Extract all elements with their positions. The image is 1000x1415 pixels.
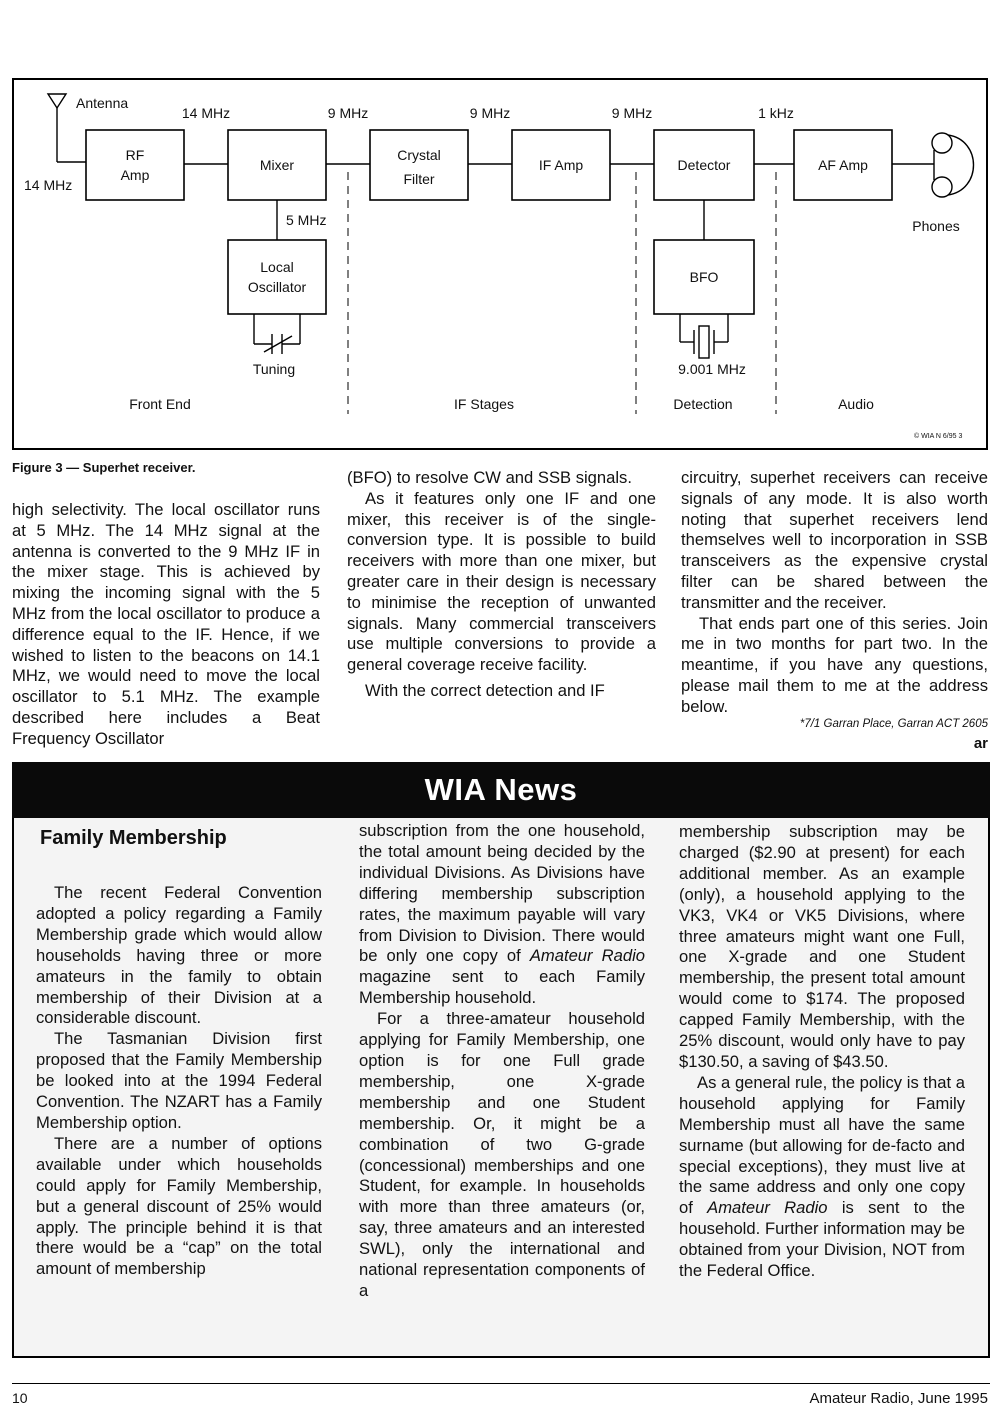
end-mark: ar — [973, 735, 988, 752]
bfo-freq-label: 9.001 MHz — [678, 361, 746, 377]
news-column-3 — [679, 822, 965, 1282]
rf-amp-block — [86, 130, 184, 200]
freq-label-9-b: 9 MHz — [469, 105, 511, 121]
freq-label-14-top: 14 MHz — [181, 105, 231, 121]
section-if-stages: IF Stages — [454, 396, 514, 412]
tuning-label: Tuning — [252, 361, 296, 377]
detector-label: Detector — [677, 157, 731, 173]
news-heading: Family Membership — [40, 827, 227, 849]
magazine-title: Amateur Radio — [529, 946, 645, 966]
news-paragraph: The Tasmanian Division first proposed that the Family Membership be looked into at the 1994 Federal Convention. The NZART has a Family Membership option. — [36, 1029, 322, 1132]
news-text: As a general rule, the policy is that a household applying for Family Membership must all have the same surname (but allowing for de-facto and special exceptions), they must live at the same address and only one copy of — [679, 1072, 965, 1218]
freq-label-14-left: 14 MHz — [24, 177, 73, 193]
publication-info: Amateur Radio, June 1995 — [809, 1390, 988, 1407]
phones-label: Phones — [912, 218, 960, 234]
article-column-3 — [681, 468, 988, 718]
article-paragraph: high selectivity. The local oscillator runs at 5 MHz. The 14 MHz signal at the antenna is converted to the 9 MHz IF in the mixer stage. This is achieved by mixing the incoming signal with the 5 MHz from the local oscillator to produce a difference equal to the IF. Hence, if we wished to listen to the beacons on 14.1 MHz, we would need to move the local oscillator to 5.1 MHz. The example described here includes a Beat Frequency Oscillator — [12, 500, 320, 748]
news-paragraph: For a three-amateur household applying for Family Membership, one option is for one Full grade membership, one X-grade membership and one Student membership. Or, it might be a combination of two G-grade (concessional) memberships and one Student, for example. In households with more than three amateurs (or, say, three amateurs and an interested SWL), only the international and national representation components of a — [359, 1009, 645, 1300]
block-diagram-svg — [14, 80, 990, 452]
section-audio: Audio — [838, 396, 874, 412]
footer-rule — [12, 1383, 990, 1384]
freq-label-1k: 1 kHz — [758, 105, 794, 121]
article-paragraph: circuitry, superhet receivers can receive signals of any mode. It is also worth noting that superhet receivers lend themselves well to incorporation in SSB transceivers as the expensive crystal filter can be shared between the transmitter and the receiver. — [681, 468, 988, 612]
crystal-filter-block — [370, 130, 468, 200]
news-paragraph: membership subscription may be charged ($2.90 at present) for each additional member. As an example (only), a household applying to the VK3, VK4 or VK5 Divisions, where three amateurs might want one Full, one X-grade and one Student membership, the present total amount would come to $174. The proposed capped Family Membership, with the 25% discount, would only have to pay $130.50, a saving of $43.50. — [679, 822, 965, 1071]
headphones-icon — [932, 133, 974, 197]
freq-label-5: 5 MHz — [286, 212, 327, 228]
article-column-1 — [12, 500, 320, 750]
article-column-2 — [347, 468, 656, 702]
news-paragraph: The recent Federal Convention adopted a policy regarding a Family Membership grade which would allow households having three or more amateurs in the family to obtain membership of their Division at a considerable discount. — [36, 883, 322, 1028]
page-number: 10 — [12, 1390, 28, 1406]
article-paragraph: As it features only one IF and one mixer, this receiver is of the single-conversion type. It is possible to build receivers with more than one mixer, but greater care in their design is necessary to minimise the reception of unwanted signals. Many commercial transceivers use multiple conversions to provide a general coverage receive facility. — [347, 488, 656, 675]
news-paragraph — [359, 821, 645, 1009]
superhet-receiver-diagram — [12, 78, 988, 450]
section-front-end: Front End — [129, 396, 191, 412]
author-address: *7/1 Garran Place, Garran ACT 2605 — [799, 718, 988, 730]
magazine-title: Amateur Radio — [707, 1198, 828, 1218]
crystal-label-1: Crystal — [397, 147, 441, 163]
bfo-label: BFO — [689, 269, 719, 285]
article-paragraph: That ends part one of this series. Join me in two months for part two. In the meantime, if you have any questions, please mail them to me at the address below. — [681, 613, 988, 716]
freq-label-9-c: 9 MHz — [611, 105, 653, 121]
copyright-mark: © WIA N 6/95 3 — [914, 433, 963, 440]
news-paragraph — [679, 1073, 965, 1282]
news-text: subscription from the one household, the total amount being decided by the individual Divisions. As Divisions have differing membership subscription rates, the maximum payable will vary from Division to Division. There would be only one copy of — [359, 821, 645, 966]
if-amp-label: IF Amp — [538, 157, 584, 173]
rf-amp-label-2: Amp — [120, 167, 150, 183]
crystal-icon — [680, 314, 728, 358]
tuning-capacitor-icon — [254, 314, 300, 354]
freq-label-9-a: 9 MHz — [327, 105, 369, 121]
af-amp-label: AF Amp — [818, 157, 868, 173]
lo-label-1: Local — [260, 259, 294, 275]
news-paragraph: There are a number of options available under which households could apply for Family Membership, but a general discount of 25% would apply. The principle behind it is that there would be a “cap” on the total amount of membership — [36, 1133, 322, 1279]
mixer-label: Mixer — [259, 157, 295, 173]
local-oscillator-block — [228, 240, 326, 314]
antenna-label: Antenna — [76, 95, 129, 111]
news-text: magazine sent to each Family Membership household. — [359, 967, 645, 1008]
news-column-2 — [359, 821, 645, 1302]
article-paragraph: With the correct detection and IF — [365, 680, 605, 700]
lo-label-2: Oscillator — [247, 279, 307, 295]
news-column-1 — [36, 883, 322, 1280]
section-detection: Detection — [673, 396, 733, 412]
rf-amp-label-1: RF — [125, 147, 145, 163]
figure-caption: Figure 3 — Superhet receiver. — [12, 460, 196, 475]
crystal-label-2: Filter — [403, 171, 435, 187]
article-paragraph: (BFO) to resolve CW and SSB signals. — [347, 468, 632, 487]
news-text: is sent to the household. Further information may be obtained from your Division, NOT from the Federal Office. — [679, 1198, 965, 1281]
wia-news-banner: WIA News — [12, 762, 990, 818]
